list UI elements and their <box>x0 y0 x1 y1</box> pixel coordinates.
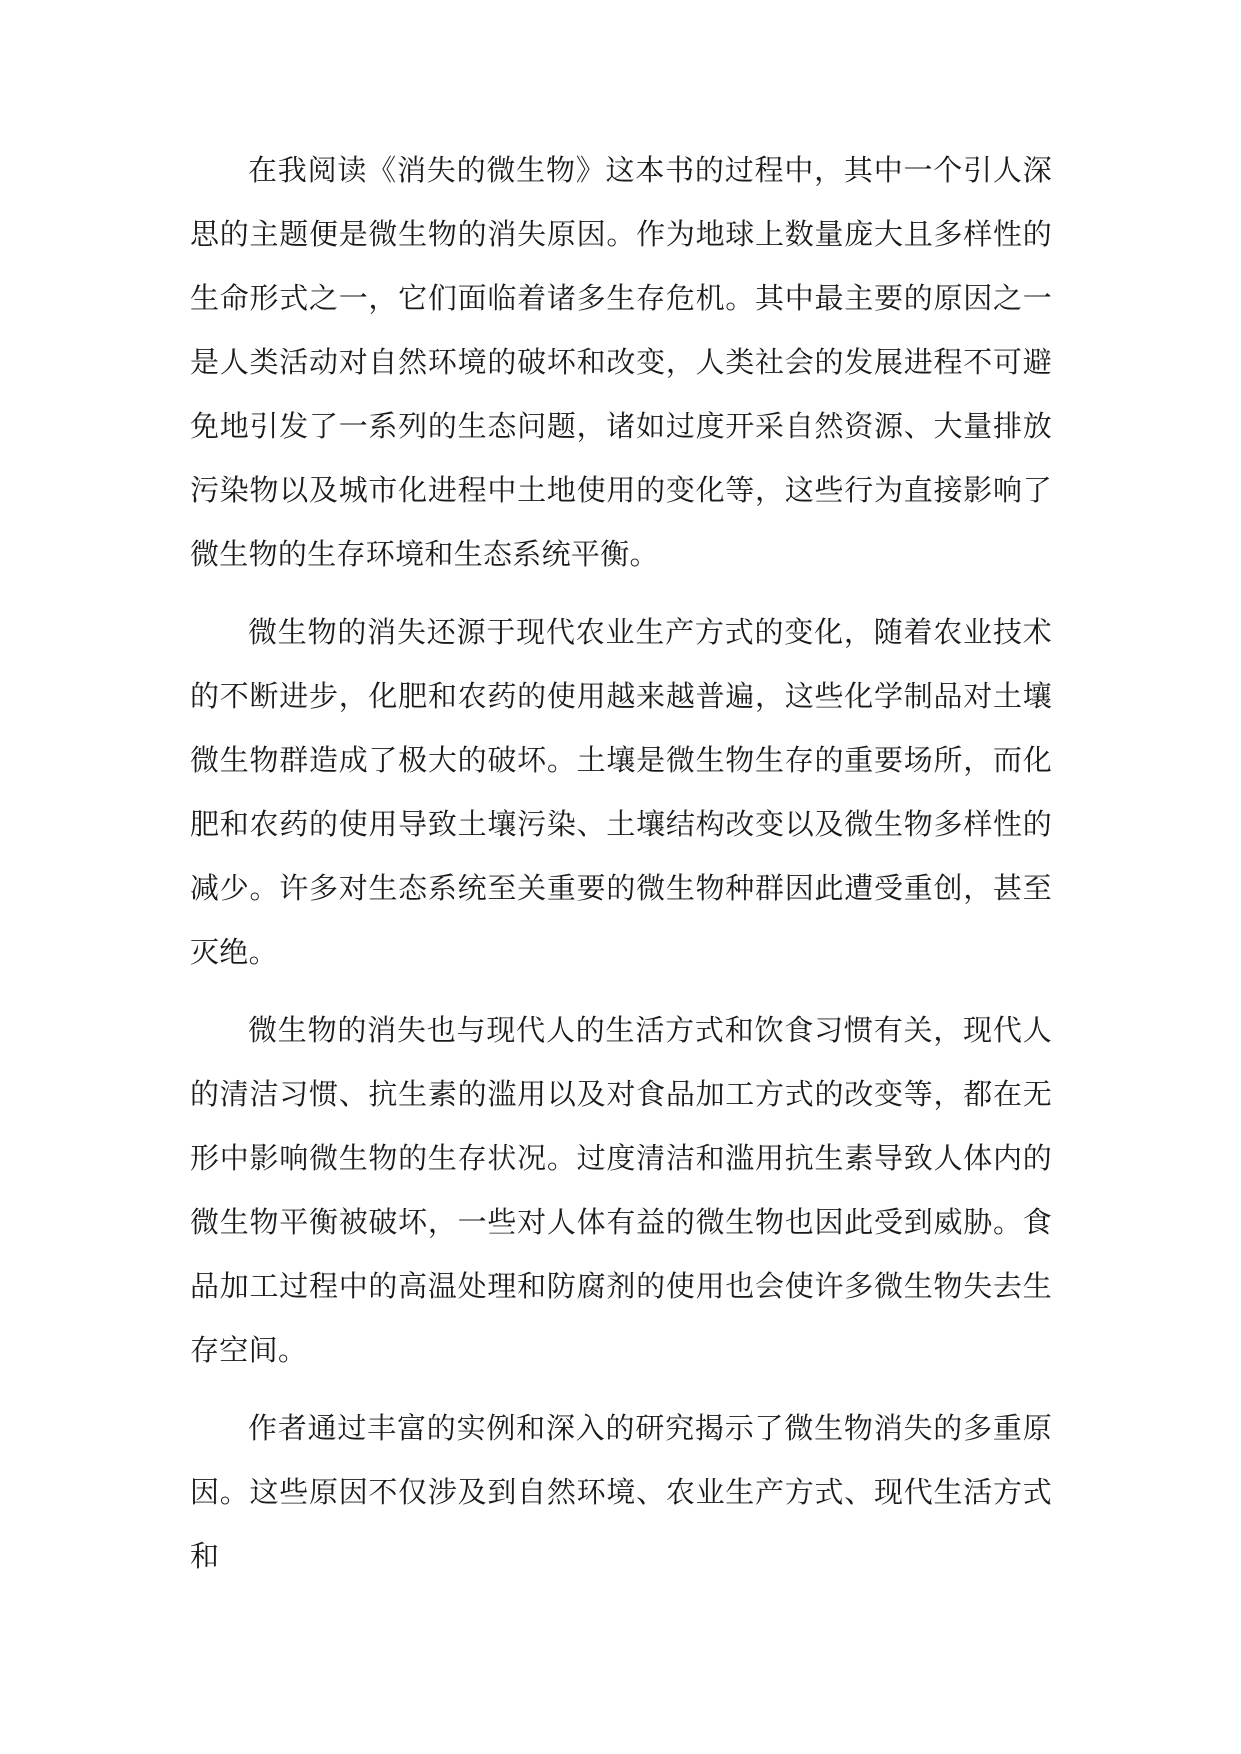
paragraph-4: 作者通过丰富的实例和深入的研究揭示了微生物消失的多重原因。这些原因不仅涉及到自然环境、农业生产方式、现代生活方式和 <box>190 1411 1052 1573</box>
paragraph-3: 微生物的消失也与现代人的生活方式和饮食习惯有关，现代人的清洁习惯、抗生素的滥用以及对食品加工方式的改变等，都在无形中影响微生物的生存状况。过度清洁和滥用抗生素导致人体内的微生物平衡被破坏，一些对人体有益的微生物也因此受到威胁。食品加工过程中的高温处理和防腐剂的使用也会使许多微生物失去生存空间。 <box>190 1013 1052 1367</box>
paragraph-2: 微生物的消失还源于现代农业生产方式的变化，随着农业技术的不断进步，化肥和农药的使用越来越普遍，这些化学制品对土壤微生物群造成了极大的破坏。土壤是微生物生存的重要场所，而化肥和农药的使用导致土壤污染、土壤结构改变以及微生物多样性的减少。许多对生态系统至关重要的微生物种群因此遭受重创，甚至灭绝。 <box>190 615 1052 969</box>
paragraph-1: 在我阅读《消失的微生物》这本书的过程中，其中一个引人深思的主题便是微生物的消失原因。作为地球上数量庞大且多样性的生命形式之一，它们面临着诸多生存危机。其中最主要的原因之一是人类活动对自然环境的破坏和改变，人类社会的发展进程不可避免地引发了一系列的生态问题，诸如过度开采自然资源、大量排放污染物以及城市化进程中土地使用的变化等，这些行为直接影响了微生物的生存环境和生态系统平衡。 <box>190 153 1052 571</box>
document-body <box>190 138 1052 1602</box>
